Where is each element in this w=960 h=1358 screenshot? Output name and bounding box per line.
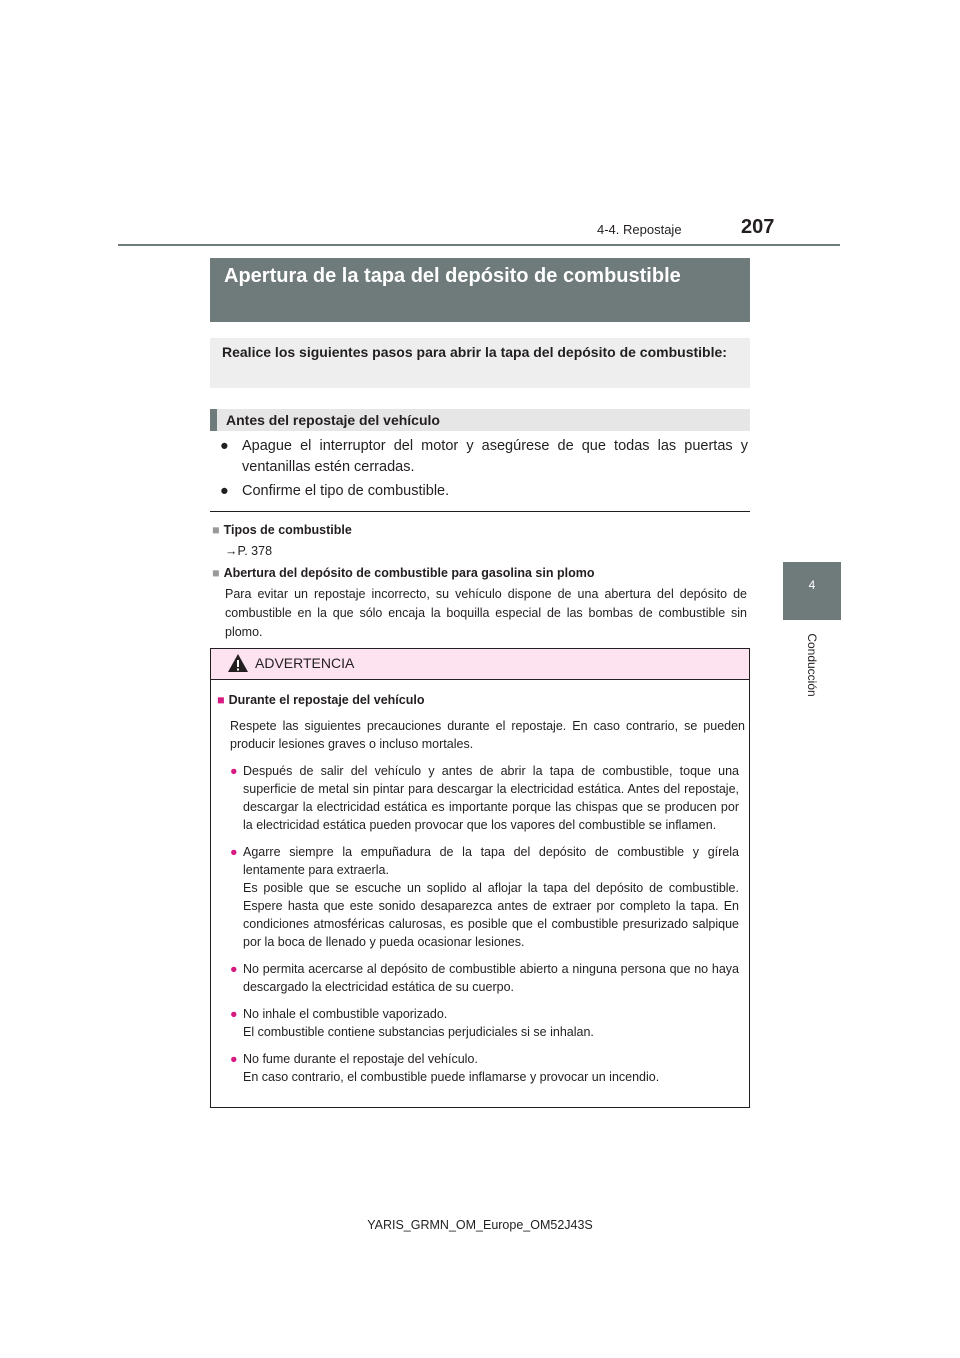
bullet-icon: ●: [230, 962, 238, 976]
warning-item: [217, 762, 745, 834]
warning-item-text: No fume durante el repostaje del vehículo. En caso contrario, el combustible puede inflamarse y provocar un incendio.: [243, 1052, 660, 1084]
square-bullet-icon: ■: [212, 566, 220, 580]
chapter-tab: [783, 562, 841, 620]
square-bullet-icon: ■: [212, 523, 220, 537]
warning-item-text: No permita acercarse al depósito de combustible abierto a ninguna persona que no haya descargado la electricidad estática de su cuerpo.: [243, 962, 739, 994]
warning-heading-text: Durante el repostaje del vehículo: [228, 693, 425, 707]
bullet-icon: ●: [230, 764, 238, 778]
divider: [210, 511, 750, 512]
bullet-icon: ●: [220, 483, 229, 499]
bullet-icon: ●: [230, 1007, 238, 1021]
page-title: Apertura de la tapa del depósito de combustible: [210, 258, 750, 322]
section-fuel-opening: [212, 564, 747, 642]
section-heading-text: Tipos de combustible: [223, 523, 352, 537]
page-number: 207: [741, 216, 775, 238]
warning-item-text: Después de salir del vehículo y antes de abrir la tapa de combustible, toque una superficie de metal sin pintar para descargar la electricidad estática. Antes del repostaje, descargar la electricidad estática es importante porque las chispas que se producen por la electricidad estática pueden provocar que los vapores del combustible se inflamen.: [243, 764, 739, 832]
warning-item: [217, 843, 745, 951]
section-label: 4-4. Repostaje: [597, 222, 682, 237]
bullet-item: [220, 436, 748, 478]
section-fuel-types: [212, 521, 747, 561]
subheading: [210, 409, 750, 431]
warning-label: ADVERTENCIA: [255, 655, 355, 671]
warning-intro: Respete las siguientes precauciones durante el repostaje. En caso contrario, se pueden producir lesiones graves o incluso mortales.: [230, 719, 745, 751]
warning-item-text: Agarre siempre la empuñadura de la tapa del depósito de combustible y gírela lentamente para extraerla. Es posible que se escuche un soplido al aflojar la tapa del depósito de combustible. Espere hasta que este sonido desaparezca antes de extraer por completo la tapa. En condiciones atmosféricas calurosas, es posible que el combustible presurizado salpique por la boca de llenado y pueda ocasionar lesiones.: [243, 845, 739, 949]
bullet-list: [220, 436, 748, 505]
bullet-text: Confirme el tipo de combustible.: [242, 483, 450, 499]
footer-doc-id: YARIS_GRMN_OM_Europe_OM52J43S: [367, 1218, 593, 1232]
bullet-icon: ●: [230, 1052, 238, 1066]
warning-item: [217, 1005, 745, 1041]
bullet-icon: ●: [230, 845, 238, 859]
bullet-text: Apague el interruptor del motor y asegúrese de que todas las puertas y ventanillas estén cerradas.: [242, 438, 748, 475]
section-heading: [212, 564, 747, 583]
subheading-label: Antes del repostaje del vehículo: [226, 412, 440, 428]
bullet-icon: ●: [220, 438, 229, 454]
section-heading-text: Abertura del depósito de combustible para gasolina sin plomo: [223, 566, 595, 580]
warning-body: [217, 691, 745, 1095]
warning-header: [211, 649, 749, 680]
warning-item-text: No inhale el combustible vaporizado. El combustible contiene substancias perjudiciales si se inhalan.: [243, 1007, 594, 1039]
warning-item: [217, 1050, 745, 1086]
warning-item: [217, 960, 745, 996]
warning-box: [210, 648, 750, 1108]
bullet-item: [220, 481, 748, 502]
chapter-title-container: [783, 625, 841, 705]
subheading-bar: [210, 409, 217, 431]
intro-text: Realice los siguientes pasos para abrir la tapa del depósito de combustible:: [210, 338, 750, 388]
warning-heading: [217, 691, 745, 709]
page-reference: →P. 378: [225, 544, 273, 558]
section-body: Para evitar un repostaje incorrecto, su vehículo dispone de una abertura del depósito de combustible en la que sólo encaja la boquilla especial de las bombas de combustible sin plomo.: [225, 587, 747, 639]
chapter-number: 4: [808, 578, 816, 592]
section-heading: [212, 521, 747, 540]
chapter-title: Conducción: [805, 633, 819, 697]
header-rule: [118, 244, 840, 246]
warning-icon: [227, 653, 249, 673]
square-bullet-icon: ■: [217, 693, 225, 707]
